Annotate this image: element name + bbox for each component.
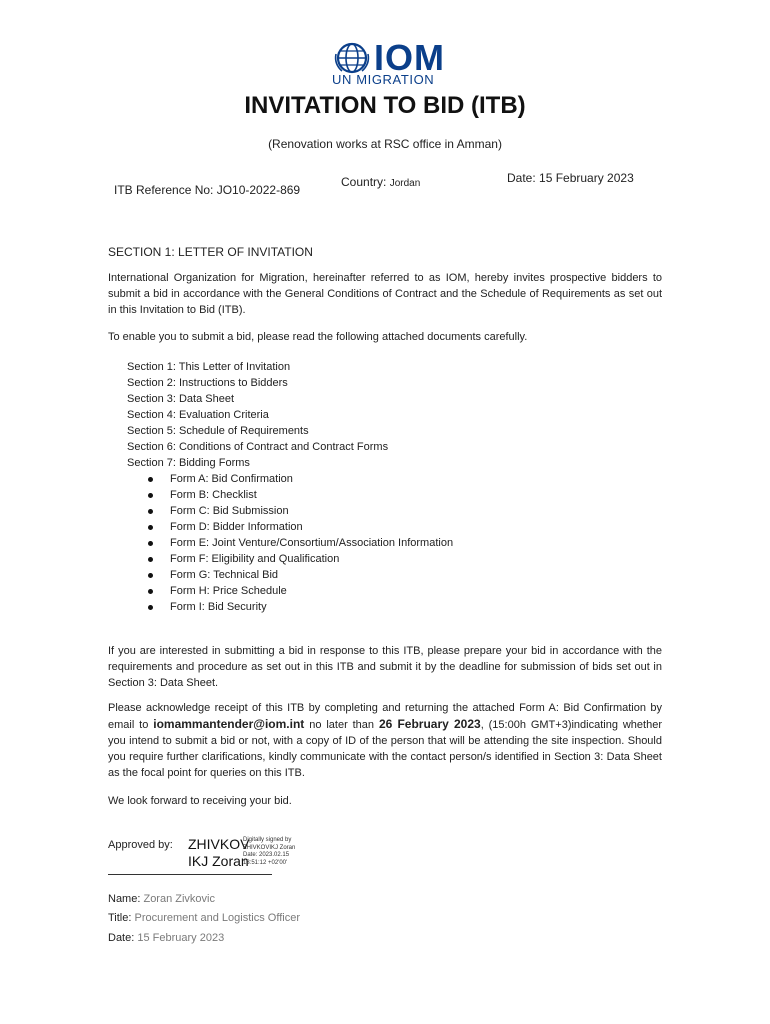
- country-line: [341, 175, 420, 189]
- logo-wordmark: IOM: [374, 37, 445, 78]
- section-heading: SECTION 1: LETTER OF INVITATION: [108, 245, 313, 259]
- page-subtitle: (Renovation works at RSC office in Amman): [268, 137, 502, 151]
- forms-list: [148, 471, 453, 615]
- name-label: Name:: [108, 893, 141, 905]
- digital-line: Date: 2023.02.15: [243, 852, 290, 858]
- issue-date: Date: 15 February 2023: [507, 171, 634, 185]
- list-item: Form H: Price Schedule: [148, 583, 453, 599]
- ack-text-1: Please acknowledge receipt of this ITB by completing and returning the attached Form A: Bid Confirmation by email to: [108, 702, 662, 731]
- list-item: Section 6: Conditions of Contract and Contract Forms: [127, 441, 389, 453]
- contact-email-link[interactable]: iomammantender@iom.int: [153, 717, 305, 731]
- logo-subtitle: UN MIGRATION: [332, 72, 435, 87]
- list-item: Form F: Eligibility and Qualification: [148, 551, 453, 567]
- date-label: Date:: [108, 932, 135, 944]
- signatory-date: [108, 932, 224, 944]
- deadline-date: 26 February 2023: [378, 717, 481, 731]
- list-item: Form C: Bid Submission: [148, 503, 453, 519]
- interested-paragraph: If you are interested in submitting a bid in response to this ITB, please prepare your bid in accordance with the requirements and procedure as set out in this ITB and submit it by the deadline for submission of bids set out in Section 3: Data Sheet.: [108, 645, 662, 689]
- itb-reference: ITB Reference No: JO10-2022-869: [114, 183, 301, 197]
- ack-text-2: no later than: [304, 719, 379, 731]
- list-item: Section 4: Evaluation Criteria: [127, 409, 269, 421]
- title-label: Title:: [108, 912, 132, 924]
- signature-block: [188, 836, 249, 870]
- documents-list: [127, 359, 388, 471]
- title-value: Procurement and Logistics Officer: [134, 912, 300, 924]
- digital-line: 13:51:12 +02'00': [243, 859, 288, 866]
- closing-paragraph: We look forward to receiving your bid.: [108, 795, 292, 807]
- list-item: Form D: Bidder Information: [148, 519, 453, 535]
- page-title: INVITATION TO BID (ITB): [244, 92, 526, 119]
- intro-paragraph: International Organization for Migration, hereinafter referred to as IOM, hereby invites prospective bidders to submit a bid in accordance with the General Conditions of Contract and the Schedule of Requirements as set out in this Invitation to Bid (ITB).: [108, 272, 662, 316]
- name-value: Zoran Zivkovic: [143, 893, 215, 905]
- digital-line: ZHIVKOVIKJ Zoran: [243, 844, 296, 851]
- list-item: Form G: Technical Bid: [148, 567, 453, 583]
- date-value: 15 February 2023: [137, 932, 225, 944]
- digital-signature-note: [243, 837, 295, 867]
- signature-line: [108, 874, 272, 875]
- list-item: Section 1: This Letter of Invitation: [127, 361, 291, 373]
- acknowledge-paragraph: [108, 700, 662, 781]
- list-item: Section 7: Bidding Forms: [127, 457, 250, 469]
- digital-line: Digitally signed by: [243, 837, 292, 843]
- list-item: Section 3: Data Sheet: [127, 393, 235, 405]
- signature-name-line2: IKJ Zoran: [188, 853, 249, 869]
- signatory-title: [108, 912, 300, 924]
- approved-label: Approved by:: [108, 839, 173, 851]
- list-item: Form E: Joint Venture/Consortium/Association Information: [148, 535, 453, 551]
- country-value: Jordan: [389, 178, 421, 189]
- country-label: Country:: [341, 175, 387, 189]
- read-docs-paragraph: To enable you to submit a bid, please read the following attached documents carefully.: [108, 331, 528, 343]
- list-item: Section 2: Instructions to Bidders: [127, 377, 288, 389]
- list-item: Section 5: Schedule of Requirements: [127, 425, 309, 437]
- ack-text-3: , (15:00h GMT+3)indicating whether you intend to submit a bid or not, with a copy of ID of the person that will be attending the site inspection. Should you require further clarifications, kindly communicate with the contact person/s identified in Section 3: Data Sheet as the focal point for queries on this ITB.: [108, 719, 662, 779]
- signature-name-line1: ZHIVKOV: [188, 836, 250, 852]
- list-item: Form A: Bid Confirmation: [148, 471, 453, 487]
- signatory-name: [108, 893, 215, 905]
- list-item: Form I: Bid Security: [148, 599, 453, 615]
- list-item: Form B: Checklist: [148, 487, 453, 503]
